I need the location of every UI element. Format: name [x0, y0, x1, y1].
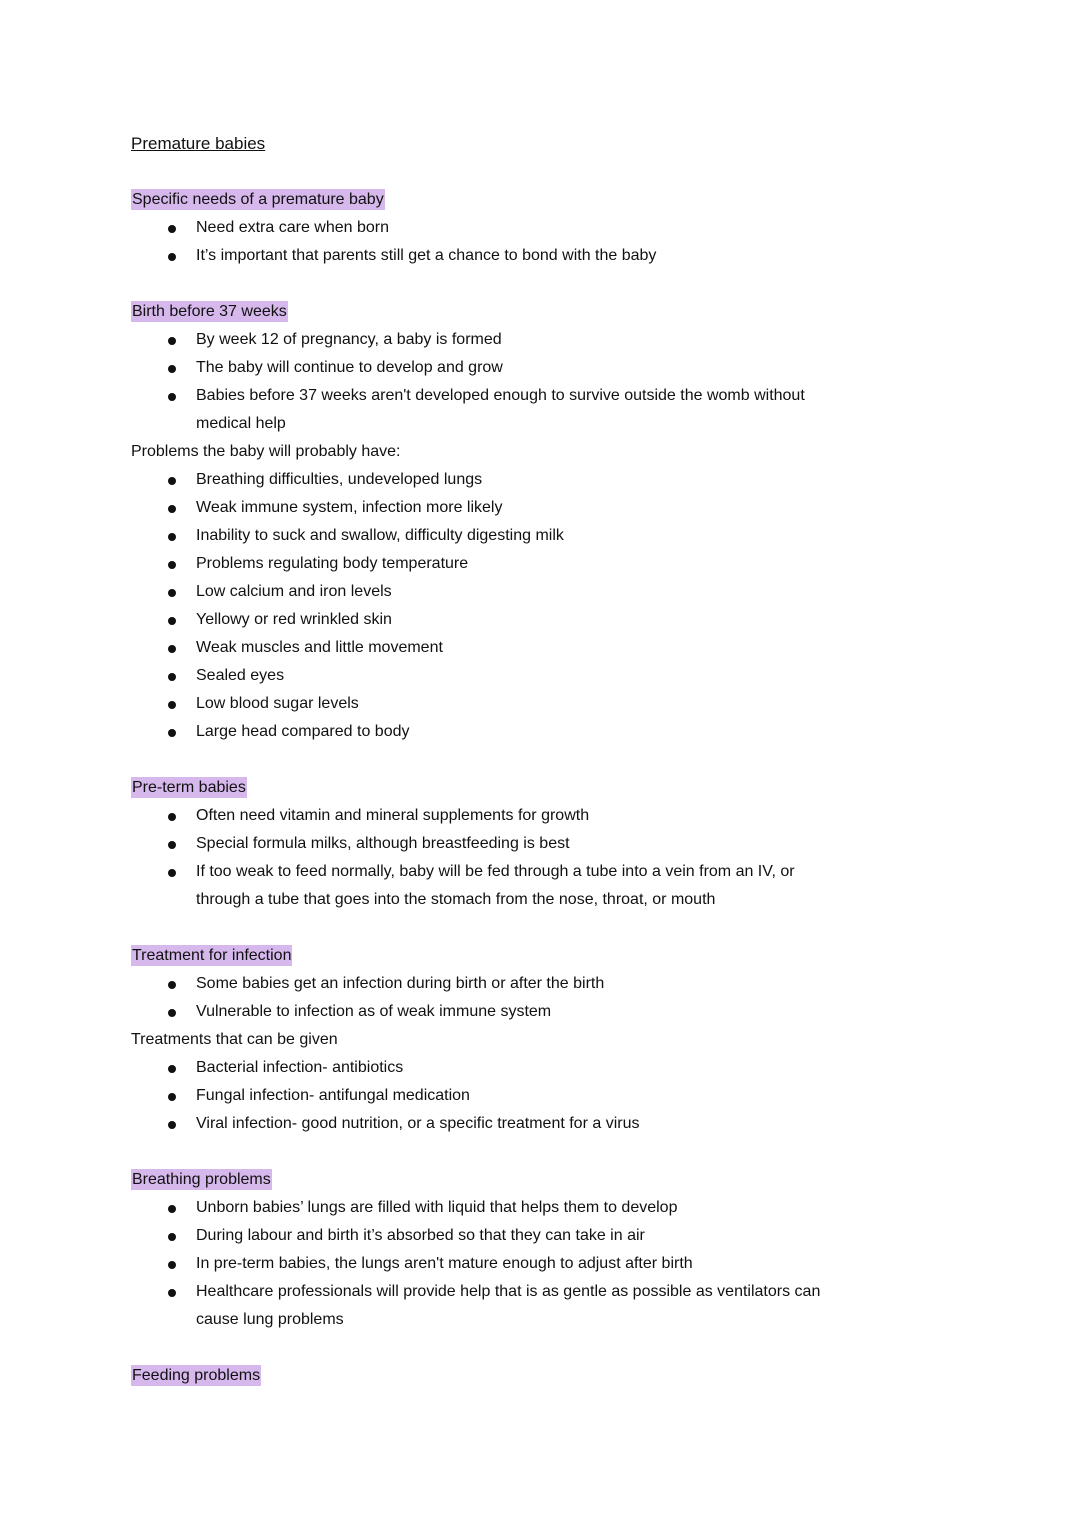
list-item [131, 858, 836, 914]
list-item-text: Weak immune system, infection more likely [196, 499, 503, 516]
list-item-text: Large head compared to body [196, 723, 410, 740]
list-item [131, 1110, 836, 1138]
list-item-text: Problems regulating body temperature [196, 555, 469, 572]
spacer [131, 158, 911, 186]
list-item-text: Need extra care when born [196, 219, 389, 236]
bullet-icon [168, 701, 176, 709]
bullet-icon [168, 1009, 176, 1017]
list-item-text: Fungal infection- antifungal medication [196, 1087, 470, 1104]
section-heading-text: Specific needs of a premature baby [132, 191, 384, 208]
list-item-text: It’s important that parents still get a chance to bond with the baby [196, 247, 657, 264]
list-item-text: Special formula milks, although breastfeeding is best [196, 835, 570, 852]
list-item-text: Bacterial infection- antibiotics [196, 1059, 404, 1076]
list-item-text: By week 12 of pregnancy, a baby is formed [196, 331, 502, 348]
list-item [131, 998, 836, 1026]
bullet-icon [168, 981, 176, 989]
list-item [131, 1250, 836, 1278]
list-item [131, 1222, 836, 1250]
list-item [131, 522, 836, 550]
bullet-icon [168, 869, 176, 877]
bullet-icon [168, 393, 176, 401]
bullet-icon [168, 1261, 176, 1269]
list-item [131, 326, 836, 354]
bullet-list [131, 1194, 911, 1334]
list-item [131, 970, 836, 998]
list-item-text: Babies before 37 weeks aren't developed enough to survive outside the womb without medical help [196, 387, 805, 432]
bullet-list [131, 1054, 911, 1138]
list-item-text: The baby will continue to develop and grow [196, 359, 503, 376]
spacer [131, 1334, 911, 1362]
list-item [131, 1194, 836, 1222]
list-item [131, 662, 836, 690]
list-item-text: Sealed eyes [196, 667, 285, 684]
list-item [131, 718, 836, 746]
spacer [131, 914, 911, 942]
bullet-icon [168, 365, 176, 373]
bullet-icon [168, 841, 176, 849]
bullet-icon [168, 1093, 176, 1101]
bullet-icon [168, 1121, 176, 1129]
bullet-icon [168, 589, 176, 597]
document-page [131, 130, 911, 1390]
section-heading-text: Feeding problems [132, 1367, 261, 1384]
list-item-text: Healthcare professionals will provide help that is as gentle as possible as ventilators can cause lung problems [196, 1283, 821, 1328]
list-item-text: If too weak to feed normally, baby will be fed through a tube into a vein from an IV, or through a tube that goes into the stomach from the nose, throat, or mouth [196, 863, 795, 908]
bullet-list [131, 214, 911, 270]
list-item-text: Yellowy or red wrinkled skin [196, 611, 392, 628]
list-item [131, 1278, 836, 1334]
bullet-icon [168, 1233, 176, 1241]
bullet-list [131, 970, 911, 1026]
list-item [131, 1082, 836, 1110]
list-item [131, 382, 836, 438]
section-heading [131, 298, 911, 326]
spacer [131, 746, 911, 774]
bullet-icon [168, 337, 176, 345]
bullet-icon [168, 533, 176, 541]
bullet-icon [168, 253, 176, 261]
list-item-text: Low blood sugar levels [196, 695, 359, 712]
bullet-icon [168, 673, 176, 681]
section-heading [131, 1166, 911, 1194]
list-item-text: Low calcium and iron levels [196, 583, 392, 600]
bullet-icon [168, 225, 176, 233]
spacer [131, 1138, 911, 1166]
section-heading-text: Treatment for infection [132, 947, 292, 964]
bullet-icon [168, 505, 176, 513]
section-heading [131, 774, 911, 802]
list-item-text: Breathing difficulties, undeveloped lungs [196, 471, 483, 488]
list-item [131, 578, 836, 606]
bullet-icon [168, 813, 176, 821]
bullet-icon [168, 1065, 176, 1073]
list-item [131, 802, 836, 830]
section-heading [131, 186, 911, 214]
list-item [131, 494, 836, 522]
list-item-text: Some babies get an infection during birth or after the birth [196, 975, 605, 992]
list-item-text: During labour and birth it’s absorbed so that they can take in air [196, 1227, 645, 1244]
list-item-text: Weak muscles and little movement [196, 639, 443, 656]
paragraph: Problems the baby will probably have: [131, 443, 401, 460]
bullet-icon [168, 729, 176, 737]
bullet-icon [168, 645, 176, 653]
list-item [131, 354, 836, 382]
paragraph: Treatments that can be given [131, 1031, 338, 1048]
bullet-list [131, 326, 911, 438]
list-item-text: Viral infection- good nutrition, or a specific treatment for a virus [196, 1115, 640, 1132]
spacer [131, 270, 911, 298]
list-item [131, 214, 836, 242]
bullet-list [131, 466, 911, 746]
list-item [131, 606, 836, 634]
bullet-list [131, 802, 911, 914]
list-item [131, 466, 836, 494]
section-heading-text: Breathing problems [132, 1171, 271, 1188]
bullet-icon [168, 617, 176, 625]
list-item [131, 690, 836, 718]
section-heading-text: Pre-term babies [132, 779, 246, 796]
list-item-text: Inability to suck and swallow, difficulty digesting milk [196, 527, 564, 544]
section-heading [131, 1362, 911, 1390]
list-item [131, 550, 836, 578]
list-item-text: Unborn babies’ lungs are filled with liquid that helps them to develop [196, 1199, 678, 1216]
page-title: Premature babies [131, 134, 266, 153]
list-item [131, 634, 836, 662]
list-item-text: Often need vitamin and mineral supplements for growth [196, 807, 590, 824]
bullet-icon [168, 1205, 176, 1213]
section-heading-text: Birth before 37 weeks [132, 303, 287, 320]
list-item [131, 242, 836, 270]
list-item [131, 830, 836, 858]
bullet-icon [168, 1289, 176, 1297]
list-item-text: In pre-term babies, the lungs aren't mature enough to adjust after birth [196, 1255, 693, 1272]
bullet-icon [168, 561, 176, 569]
section-heading [131, 942, 911, 970]
bullet-icon [168, 477, 176, 485]
list-item [131, 1054, 836, 1082]
list-item-text: Vulnerable to infection as of weak immune system [196, 1003, 552, 1020]
